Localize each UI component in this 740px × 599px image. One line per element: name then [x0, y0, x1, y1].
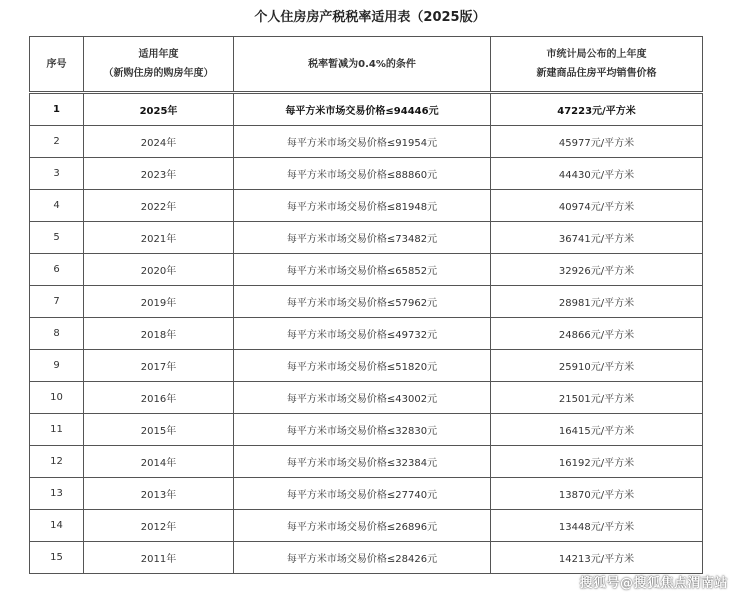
row-condition-cell: 每平方米市场交易价格≤51820元: [234, 350, 491, 382]
row-serial-cell: 14: [30, 510, 84, 542]
row-year-cell: 2015年: [84, 414, 234, 446]
row-serial-cell: 1: [30, 93, 84, 126]
row-price-cell: 16415元/平方米: [491, 414, 703, 446]
table-row: [30, 254, 703, 286]
row-price-cell: 16192元/平方米: [491, 446, 703, 478]
row-price-cell: 14213元/平方米: [491, 542, 703, 574]
row-year-cell: 2022年: [84, 190, 234, 222]
row-serial-cell: 12: [30, 446, 84, 478]
row-serial-cell: 7: [30, 286, 84, 318]
row-condition-cell: 每平方米市场交易价格≤81948元: [234, 190, 491, 222]
row-condition-cell: 每平方米市场交易价格≤43002元: [234, 382, 491, 414]
row-serial-cell: 6: [30, 254, 84, 286]
row-price-cell: 32926元/平方米: [491, 254, 703, 286]
row-year-cell: 2021年: [84, 222, 234, 254]
row-price-cell: 45977元/平方米: [491, 126, 703, 158]
row-price-cell: 13870元/平方米: [491, 478, 703, 510]
table-row: [30, 126, 703, 158]
header-applicable-year-line1: 适用年度: [138, 49, 179, 60]
row-condition-cell: 每平方米市场交易价格≤91954元: [234, 126, 491, 158]
row-serial-cell: 3: [30, 158, 84, 190]
row-serial-cell: 8: [30, 318, 84, 350]
row-condition-cell: 每平方米市场交易价格≤27740元: [234, 478, 491, 510]
row-serial-cell: 4: [30, 190, 84, 222]
row-condition-cell: 每平方米市场交易价格≤32384元: [234, 446, 491, 478]
header-applicable-year-line2: （新购住房的购房年度）: [103, 68, 214, 79]
row-price-cell: 44430元/平方米: [491, 158, 703, 190]
table-row: [30, 318, 703, 350]
table-row: [30, 286, 703, 318]
table-row: [30, 414, 703, 446]
row-year-cell: 2011年: [84, 542, 234, 574]
row-price-cell: 40974元/平方米: [491, 190, 703, 222]
row-year-cell: 2018年: [84, 318, 234, 350]
table-row: [30, 478, 703, 510]
table-row: [30, 158, 703, 190]
row-year-cell: 2016年: [84, 382, 234, 414]
row-year-cell: 2025年: [84, 93, 234, 126]
header-average-price-line1: 市统计局公布的上年度: [546, 49, 647, 60]
header-serial: 序号: [30, 37, 84, 93]
header-average-price: [491, 37, 703, 93]
row-price-cell: 13448元/平方米: [491, 510, 703, 542]
row-serial-cell: 15: [30, 542, 84, 574]
header-condition: 税率暂减为0.4%的条件: [234, 37, 491, 93]
table-row: [30, 446, 703, 478]
table-row: [30, 510, 703, 542]
row-serial-cell: 2: [30, 126, 84, 158]
row-serial-cell: 13: [30, 478, 84, 510]
row-serial-cell: 9: [30, 350, 84, 382]
table-row: [30, 93, 703, 126]
row-price-cell: 47223元/平方米: [491, 93, 703, 126]
table-row: [30, 542, 703, 574]
table-row: [30, 190, 703, 222]
row-condition-cell: 每平方米市场交易价格≤32830元: [234, 414, 491, 446]
row-price-cell: 24866元/平方米: [491, 318, 703, 350]
row-serial-cell: 10: [30, 382, 84, 414]
row-year-cell: 2024年: [84, 126, 234, 158]
row-price-cell: 28981元/平方米: [491, 286, 703, 318]
row-year-cell: 2013年: [84, 478, 234, 510]
row-condition-cell: 每平方米市场交易价格≤65852元: [234, 254, 491, 286]
page-title: 个人住房房产税税率适用表（2025版）: [254, 10, 486, 25]
table-header-row: [30, 37, 703, 93]
row-condition-cell: 每平方米市场交易价格≤73482元: [234, 222, 491, 254]
row-condition-cell: 每平方米市场交易价格≤26896元: [234, 510, 491, 542]
row-condition-cell: 每平方米市场交易价格≤49732元: [234, 318, 491, 350]
row-year-cell: 2014年: [84, 446, 234, 478]
table-row: [30, 382, 703, 414]
tax-rate-table: [29, 36, 703, 574]
table-row: [30, 350, 703, 382]
row-year-cell: 2017年: [84, 350, 234, 382]
table-row: [30, 222, 703, 254]
header-applicable-year: [84, 37, 234, 93]
row-year-cell: 2023年: [84, 158, 234, 190]
table-body: [30, 93, 703, 574]
row-price-cell: 21501元/平方米: [491, 382, 703, 414]
row-condition-cell: 每平方米市场交易价格≤57962元: [234, 286, 491, 318]
row-condition-cell: 每平方米市场交易价格≤88860元: [234, 158, 491, 190]
row-year-cell: 2020年: [84, 254, 234, 286]
row-price-cell: 36741元/平方米: [491, 222, 703, 254]
row-year-cell: 2012年: [84, 510, 234, 542]
row-serial-cell: 11: [30, 414, 84, 446]
row-serial-cell: 5: [30, 222, 84, 254]
row-condition-cell: 每平方米市场交易价格≤28426元: [234, 542, 491, 574]
header-average-price-line2: 新建商品住房平均销售价格: [536, 68, 657, 79]
row-price-cell: 25910元/平方米: [491, 350, 703, 382]
row-condition-cell: 每平方米市场交易价格≤94446元: [234, 93, 491, 126]
row-year-cell: 2019年: [84, 286, 234, 318]
watermark: 搜狐号@搜狐焦点渭南站: [579, 576, 728, 591]
